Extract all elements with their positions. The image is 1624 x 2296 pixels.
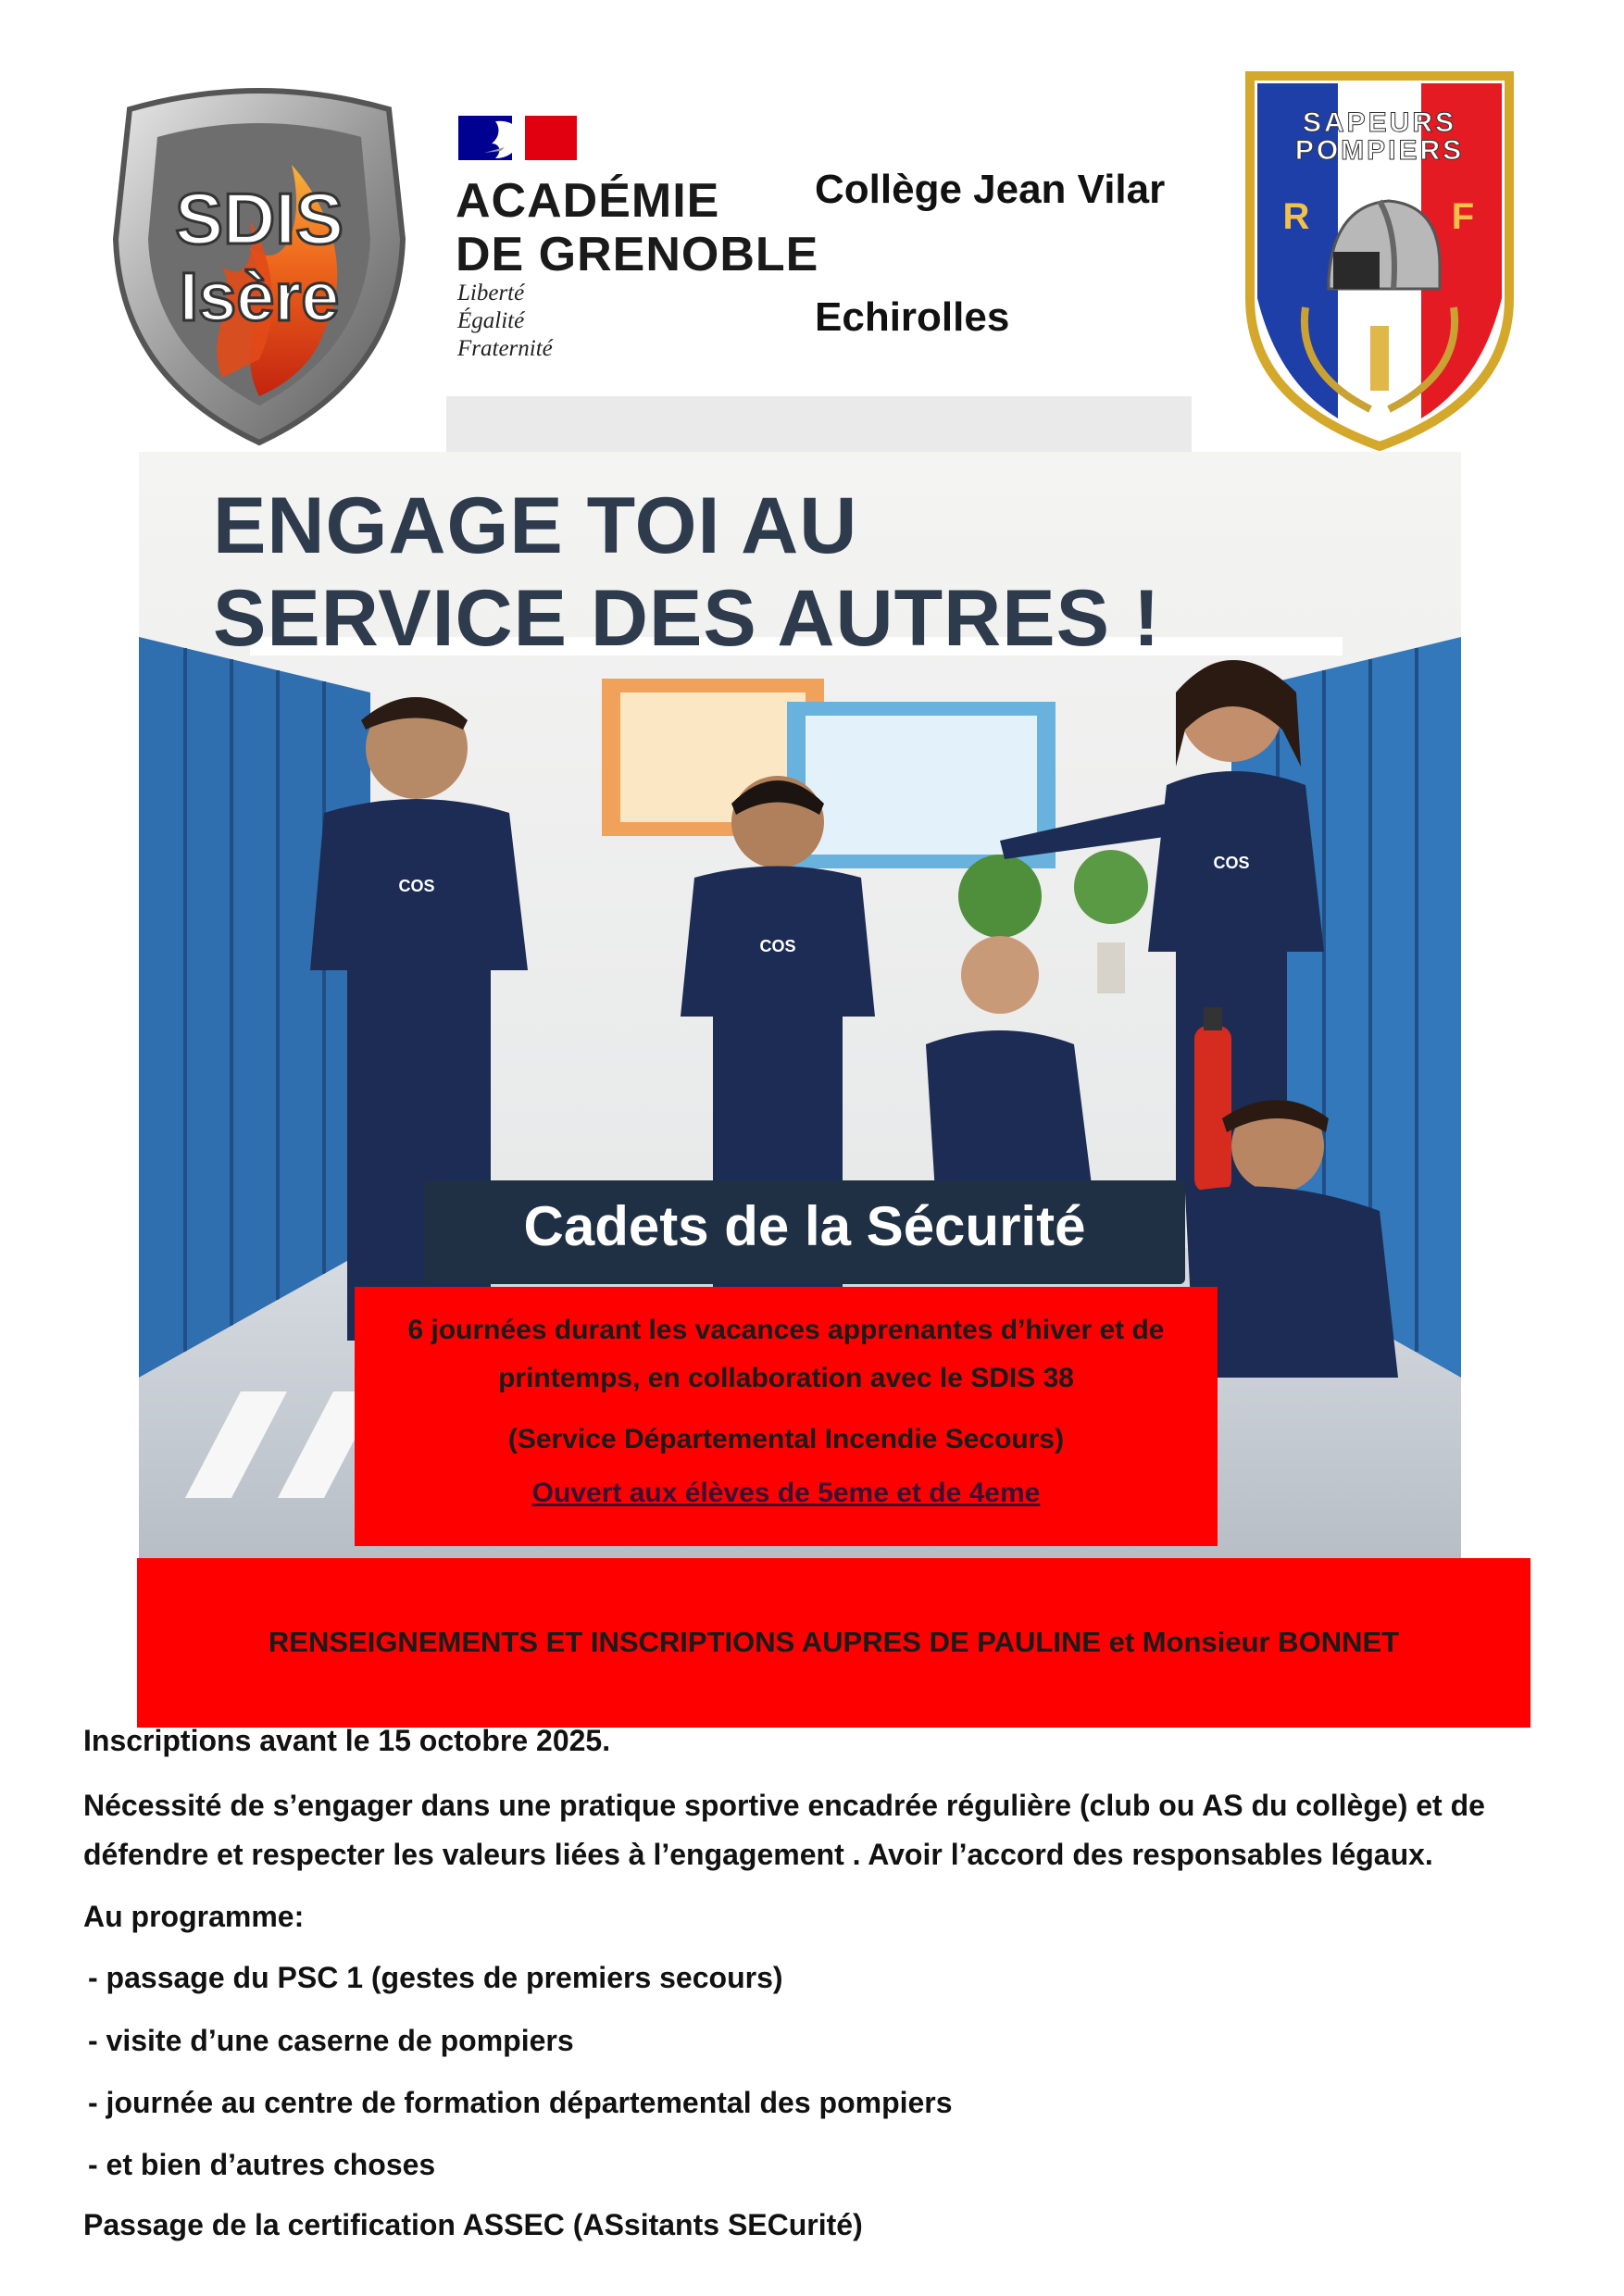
shirt-logo-text: COS	[759, 937, 796, 955]
requirement-line-2: défendre et respecter les valeurs liées à l’engagement . Avoir l’accord des responsables légaux.	[83, 1838, 1433, 1871]
shield-text-sapeurs: SAPEURS	[1302, 107, 1457, 138]
poster-headline	[213, 480, 1324, 665]
motto-egalite: Égalité	[457, 308, 525, 333]
program-item: - visite d’une caserne de pompiers	[88, 2024, 574, 2057]
shield-letter-f: F	[1451, 196, 1475, 237]
registration-deadline: Inscriptions avant le 15 octobre 2025.	[83, 1724, 611, 1757]
sapeurs-pompiers-shield	[1241, 67, 1518, 455]
sdis-logo-text-2: Isère	[179, 258, 340, 335]
motto-fraternite: Fraternité	[457, 336, 553, 361]
college-name: Collège Jean Vilar	[815, 167, 1166, 212]
headline-line-2: SERVICE DES AUTRES !	[213, 574, 1161, 663]
info-line-3: (Service Départemental Incendie Secours)	[507, 1424, 1065, 1454]
academie-name-line-2: DE GRENOBLE	[456, 228, 819, 281]
shield-text-pompiers: POMPIERS	[1294, 135, 1465, 166]
contact-text: RENSEIGNEMENTS ET INSCRIPTIONS AUPRES DE PAULINE et Monsieur BONNET	[268, 1626, 1400, 1658]
academie-name-line-1: ACADÉMIE	[456, 174, 720, 228]
program-title: Au programme:	[83, 1900, 305, 1933]
info-box	[355, 1287, 1218, 1546]
shield-letter-r: R	[1282, 196, 1310, 237]
info-line-2: printemps, en collaboration avec le SDIS 38	[498, 1363, 1074, 1393]
republic-motto	[457, 280, 553, 363]
eligibility-link: Ouvert aux élèves de 5eme et de 4eme	[531, 1478, 1041, 1508]
program-item: - journée au centre de formation départemental des pompiers	[88, 2086, 953, 2119]
cadets-title: Cadets de la Sécurité	[523, 1195, 1086, 1257]
motto-liberte: Liberté	[457, 281, 525, 306]
city-name: Echirolles	[815, 294, 1010, 340]
program-item: - passage du PSC 1 (gestes de premiers secours)	[88, 1961, 783, 1994]
certification-text: Passage de la certification ASSEC (ASsitants SECurité)	[83, 2208, 863, 2241]
shirt-logo-text: COS	[1213, 854, 1250, 872]
contact-banner	[137, 1558, 1530, 1728]
shirt-logo-text: COS	[398, 877, 435, 895]
sdis-logo-text-1: SDIS	[174, 178, 344, 259]
headline-line-1: ENGAGE TOI AU	[213, 481, 858, 570]
sdis-isere-logo	[93, 81, 426, 452]
academie-name	[456, 174, 818, 281]
marianne-logo	[458, 116, 579, 162]
program-item: - et bien d’autres choses	[88, 2148, 436, 2181]
info-line-1: 6 journées durant les vacances apprenantes d’hiver et de	[407, 1315, 1165, 1345]
requirement-line-1: Nécessité de s’engager dans une pratique sportive encadrée régulière (club ou AS du collège) et de	[83, 1789, 1485, 1822]
